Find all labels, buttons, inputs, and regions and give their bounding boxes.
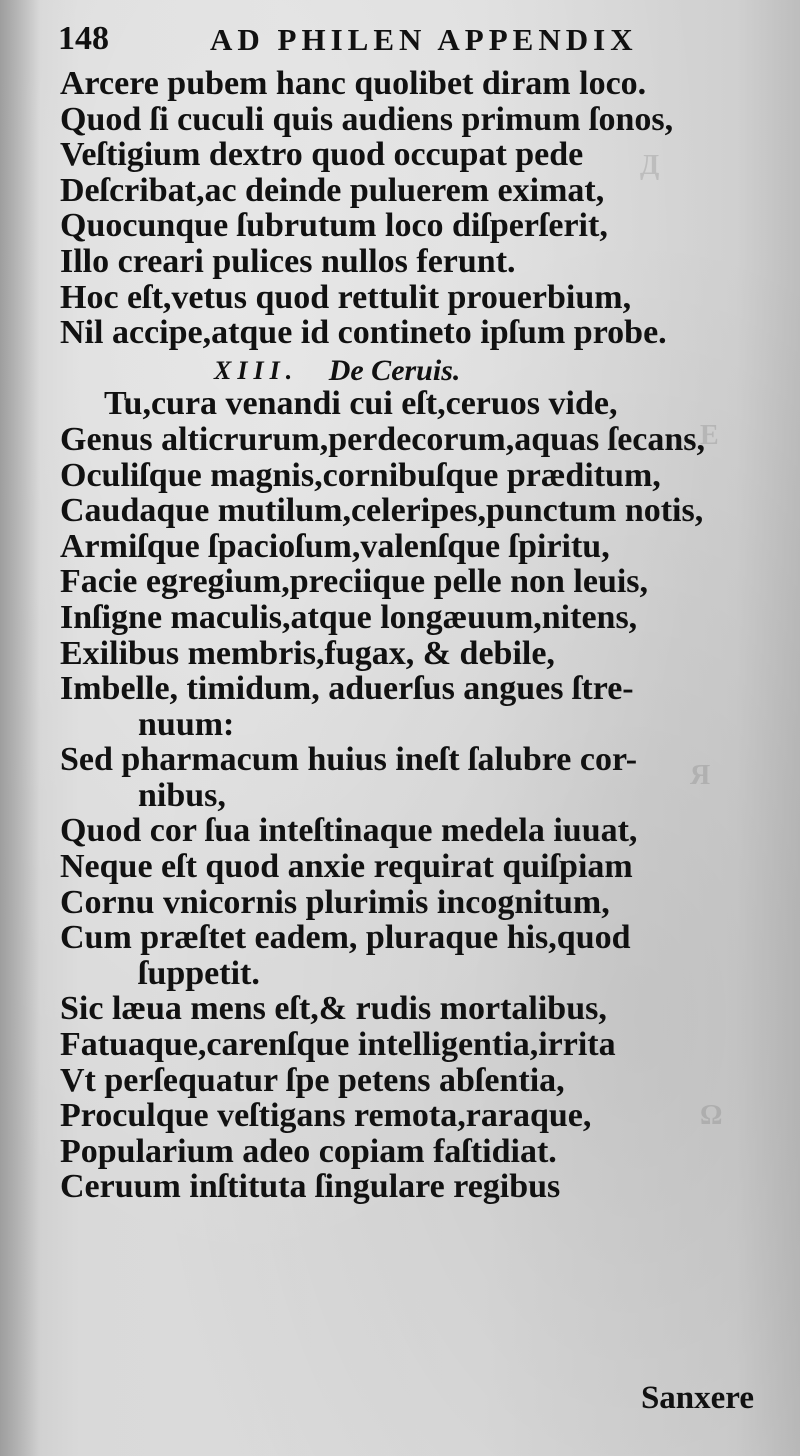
page-gutter-shadow [0, 0, 40, 1456]
poem-text [60, 66, 760, 1205]
section-heading [60, 351, 760, 387]
show-through-texture: Е [700, 420, 719, 451]
verse-line: Nil accipe,atque id contineto ipſum probe. [60, 314, 667, 352]
verse-line: Imbelle, timidum, aduerſus angues ſtre- [60, 670, 634, 708]
verse-line: Fatuaque,carenſque intelligentia,irrita [60, 1026, 616, 1064]
verse-line: Cornu vnicornis plurimis incognitum, [60, 883, 610, 921]
verse-line: Proculque veſtigans remota,raraque, [60, 1097, 592, 1135]
verse-line: Deſcribat,ac deinde puluerem eximat, [60, 171, 605, 209]
verse-line: Quod cor ſua inteſtinaque medela iuuat, [60, 812, 638, 850]
verse-line: Arcere pubem hanc quolibet diram loco. [60, 65, 647, 102]
verse-line: Veſtigium dextro quod occupat pede [60, 136, 584, 174]
running-title: AD PHILEN APPENDIX [210, 22, 638, 57]
verse-line: Oculiſque magnis,cornibuſque præditum, [60, 456, 661, 494]
verse-line: Neque eſt quod anxie requirat quiſpiam [60, 848, 633, 886]
verse-line: Quocunque ſubrutum loco diſperſerit, [60, 207, 608, 245]
show-through-texture: Я [690, 760, 711, 791]
verse-line: Armiſque ſpacioſum,valenſque ſpiritu, [60, 527, 610, 565]
verse-line: Genus alticrurum,perdecorum,aquas ſecans, [60, 420, 706, 458]
section-title: De Ceruis. [328, 353, 461, 387]
verse-line: Quod ſi cuculi quis audiens primum ſonos, [60, 100, 674, 138]
verse-line: Sic læua mens eſt,& rudis mortalibus, [60, 990, 607, 1028]
show-through-texture: Ω [700, 1100, 723, 1131]
verse-line: Ceruum inſtituta ſingulare regibus [60, 1168, 561, 1206]
verse-line: Inſigne maculis,atque longæuum,nitens, [60, 598, 638, 636]
catchword: Sanxere [640, 1380, 754, 1416]
show-through-texture: Д [640, 150, 660, 181]
verse-line-continuation: ſuppetit. [138, 954, 260, 992]
verse-line-continuation: nibus, [138, 776, 226, 814]
verse-line: Sed pharmacum huius ineſt ſalubre cor- [60, 741, 638, 779]
verse-line: Caudaque mutilum,celeripes,punctum notis, [60, 492, 704, 530]
verse-line: Vt perſequatur ſpe petens abſentia, [60, 1061, 565, 1099]
verse-line: Illo creari pulices nullos ferunt. [60, 242, 516, 280]
verse-line: Tu,cura venandi cui eſt,ceruos vide, [104, 385, 618, 423]
verse-line: Hoc eſt,vetus quod rettulit prouerbium, [60, 278, 632, 316]
section-number: XIII. [214, 355, 299, 385]
verse-line: Cum præſtet eadem, pluraque his,quod [60, 919, 631, 957]
verse-line: Popularium adeo copiam faſtidiat. [60, 1132, 557, 1170]
verse-line: Facie egregium,preciique pelle non leuis, [60, 563, 649, 601]
verse-line-continuation: nuum: [138, 705, 235, 743]
running-header [58, 14, 700, 60]
page-number: 148 [58, 20, 109, 57]
verse-line: Exilibus membris,fugax, & debile, [60, 634, 555, 672]
